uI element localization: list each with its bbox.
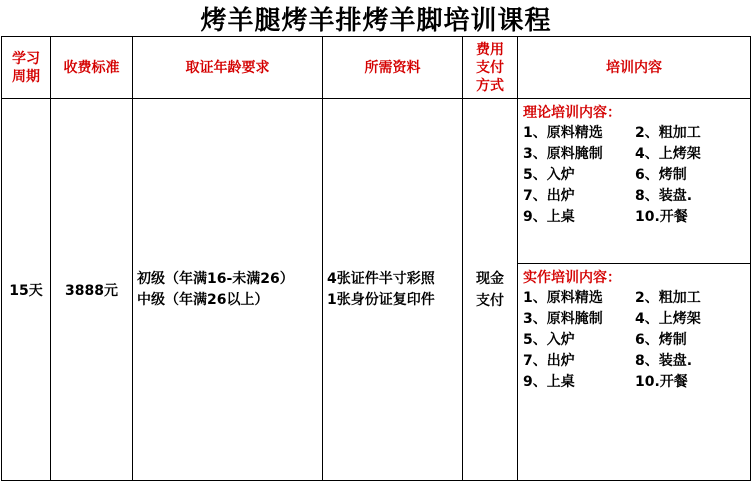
list-item: 4、上烤架: [635, 146, 701, 162]
list-item: 1、原料精选: [523, 290, 603, 306]
cell-content: [518, 99, 751, 481]
list-item: 2、粗加工: [635, 125, 701, 141]
list-item: 10.开餐: [635, 209, 688, 225]
cell-period: 15天: [2, 99, 51, 481]
course-table: [1, 36, 751, 481]
cell-payment: 现金 支付: [463, 99, 518, 481]
list-item: 8、装盘.: [635, 353, 693, 369]
header-content: 培训内容: [518, 37, 751, 99]
practice-list: [523, 288, 750, 393]
page-title: 烤羊腿烤羊排烤羊脚培训课程: [200, 5, 552, 36]
cell-age: 初级（年满16-未满26） 中级（年满26以上）: [133, 99, 323, 481]
theory-title: 理论培训内容：: [523, 105, 621, 121]
list-item: 4、上烤架: [635, 311, 701, 327]
list-item: 5、入炉: [523, 167, 575, 183]
list-item: 7、出炉: [523, 188, 575, 204]
list-item: 6、烤制: [635, 167, 687, 183]
list-item: 6、烤制: [635, 332, 687, 348]
practice-title: 实作培训内容：: [523, 270, 621, 286]
list-item: 2、粗加工: [635, 290, 701, 306]
cell-fee: 3888元: [51, 99, 133, 481]
list-item: 9、上桌: [523, 374, 575, 390]
header-materials: 所需资料: [323, 37, 463, 99]
list-item: 9、上桌: [523, 209, 575, 225]
list-item: 3、原料腌制: [523, 146, 603, 162]
list-item: 3、原料腌制: [523, 311, 603, 327]
practice-section: [518, 264, 750, 480]
list-item: 8、装盘.: [635, 188, 693, 204]
header-age: 取证年龄要求: [133, 37, 323, 99]
list-item: 10.开餐: [635, 374, 688, 390]
list-item: 7、出炉: [523, 353, 575, 369]
list-item: 1、原料精选: [523, 125, 603, 141]
header-payment: 费用 支付 方式: [463, 37, 518, 99]
theory-list: [523, 123, 750, 228]
header-fee: 收费标准: [51, 37, 133, 99]
theory-section: [518, 99, 750, 264]
table-row: [2, 99, 751, 481]
header-period: 学习 周期: [2, 37, 51, 99]
header-row: [2, 37, 751, 99]
cell-materials: 4张证件半寸彩照 1张身份证复印件: [323, 99, 463, 481]
list-item: 5、入炉: [523, 332, 575, 348]
